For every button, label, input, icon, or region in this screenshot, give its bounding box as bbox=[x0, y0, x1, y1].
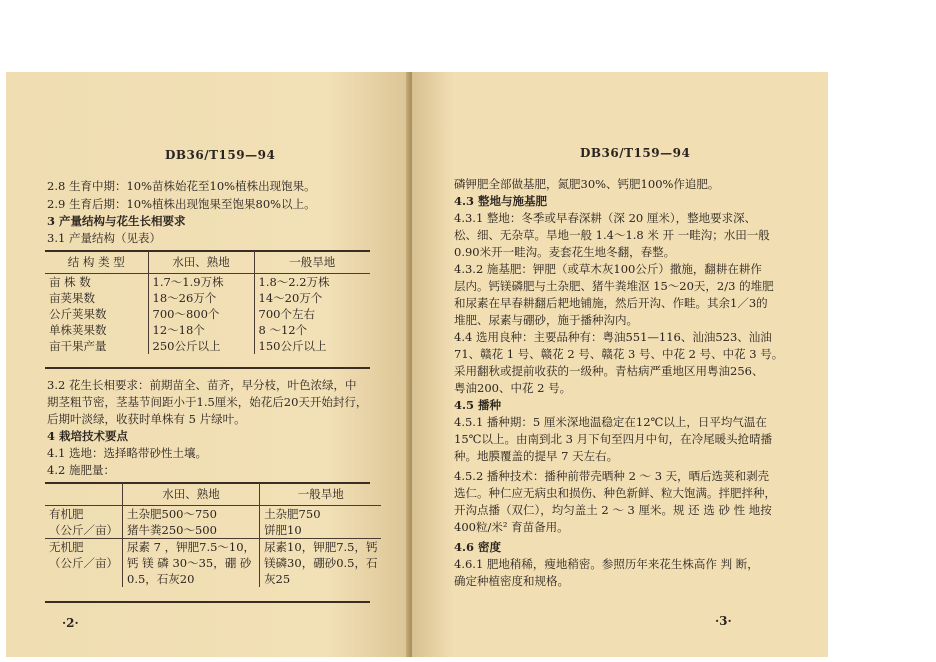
table-cell: 有机肥 bbox=[49, 507, 84, 521]
table-cell: 250公斤以上 bbox=[148, 338, 254, 354]
table-cell: 12～18个 bbox=[148, 322, 254, 338]
table-cell: 150公斤以上 bbox=[254, 338, 370, 354]
page-number-right: ·3· bbox=[715, 614, 732, 628]
right-line: 粤油200、中花 2 号。 bbox=[454, 381, 572, 395]
table1-header: 水田、熟地 bbox=[148, 251, 254, 274]
table-cell: 18～26万个 bbox=[148, 290, 254, 306]
right-line: 71、赣花 1 号、赣花 2 号、赣花 3 号、中花 2 号、中花 3 号。 bbox=[454, 347, 784, 361]
page-number-left: ·2· bbox=[62, 616, 79, 630]
yield-structure-table bbox=[45, 251, 370, 354]
left-header: DB36/T159—94 bbox=[165, 148, 276, 162]
table-cell: 土杂肥500～750 bbox=[123, 506, 260, 523]
table1-header: 结 构 类 型 bbox=[45, 251, 148, 274]
table-cell: 镁磷30，硼砂0.5，石 bbox=[260, 555, 382, 571]
right-line: 4.5 播种 bbox=[454, 398, 502, 412]
table1-header: 一般旱地 bbox=[254, 251, 370, 274]
right-line: 确定种植密度和规格。 bbox=[454, 574, 569, 588]
right-line: 选仁。种仁应无病虫和损伤、种色新鲜、粒大饱满。拌肥拌种， bbox=[454, 486, 776, 500]
table-cell: 公斤荚果数 bbox=[49, 307, 107, 321]
table2-header bbox=[45, 483, 123, 506]
table-cell: 尿素10，钾肥7.5，钙 bbox=[260, 539, 382, 556]
table-cell: 1.8～2.2万株 bbox=[254, 274, 370, 291]
table-row bbox=[45, 322, 370, 338]
left-line-2-8: 2.8 生育中期：10%苗株始花至10%植株出现饱果。 bbox=[47, 179, 316, 193]
table-cell: 14～20万个 bbox=[254, 290, 370, 306]
table-cell: 土杂肥750 bbox=[260, 506, 382, 523]
left-line-4-2: 4.2 施肥量： bbox=[47, 463, 115, 477]
right-line: 层内。钙镁磷肥与土杂肥、猪牛粪堆沤 15～20天，2/3 的堆肥 bbox=[454, 279, 774, 293]
right-line: 4.5.2 播种技术：播种前带壳晒种 2 ～ 3 天，晒后选荚和剥壳 bbox=[454, 469, 770, 483]
right-line: 和尿素在早春耕翻后耙地铺施，然后开沟、作畦。其余1／3的 bbox=[454, 296, 768, 310]
right-line: 15℃以上。由南到北 3 月下旬至四月中旬，在冷尾暖头抢晴播 bbox=[454, 432, 773, 446]
table-cell: 饼肥10 bbox=[260, 522, 382, 539]
left-line-3-2: 3.2 花生长相要求：前期苗全、苗齐，早分枝，叶色浓绿，中 bbox=[47, 378, 357, 392]
table-row bbox=[45, 274, 370, 291]
table-cell: （公斤／亩） bbox=[49, 523, 118, 537]
table-cell: 无机肥 bbox=[49, 540, 84, 554]
left-line-3-2b: 期茎粗节密，茎基节间距小于1.5厘米，始花后20天开始封行， bbox=[47, 395, 368, 409]
left-line-3-2c: 后期叶淡绿，收获时单株有 5 片绿叶。 bbox=[47, 412, 246, 426]
right-header: DB36/T159—94 bbox=[580, 146, 691, 160]
table-cell: 1.7～1.9万株 bbox=[148, 274, 254, 291]
table-cell: 灰25 bbox=[260, 571, 382, 587]
table-cell: 亩 株 数 bbox=[49, 275, 91, 289]
right-line: 4.3.2 施基肥：钾肥（或草木灰100公斤）撒施，翻耕在耕作 bbox=[454, 262, 762, 276]
right-line: 4.3.1 整地：冬季或早春深耕（深 20 厘米），整地要求深、 bbox=[454, 211, 757, 225]
table-row bbox=[45, 506, 381, 523]
right-line: 磷钾肥全部做基肥，氮肥30%、钙肥100%作追肥。 bbox=[454, 177, 720, 191]
right-line: 堆肥、尿素与硼砂，施于播种沟内。 bbox=[454, 313, 638, 327]
table-cell: 钙 镁 磷 30～35，硼 砂 bbox=[123, 555, 260, 571]
table-row bbox=[45, 290, 370, 306]
table-row bbox=[45, 338, 370, 354]
table-row bbox=[45, 555, 381, 571]
right-line: 松、细、无杂草。旱地一般 1.4～1.8 米 开 一畦沟；水田一般 bbox=[454, 228, 770, 242]
right-line: 4.6.1 肥地稍稀，瘦地稍密。参照历年来花生株高作 判 断， bbox=[454, 557, 759, 571]
table-row bbox=[45, 571, 381, 587]
right-line: 4.4 选用良种：主要品种有：粤油551—116、汕油523、汕油 bbox=[454, 330, 772, 344]
table-cell: 700～800个 bbox=[148, 306, 254, 322]
section-4-heading: 4 栽培技术要点 bbox=[47, 429, 129, 443]
table2-bottom-rule bbox=[45, 601, 370, 603]
table-cell bbox=[45, 571, 123, 587]
left-line-4-1: 4.1 选地：选择略带砂性土壤。 bbox=[47, 446, 207, 460]
right-line: 4.5.1 播种期：5 厘米深地温稳定在12℃以上，日平均气温在 bbox=[454, 415, 767, 429]
table-cell: （公斤／亩） bbox=[49, 556, 118, 570]
right-line: 采用翻秋或提前收获的一级种。青枯病严重地区用粤油256、 bbox=[454, 364, 764, 378]
table-cell: 0.5，石灰20 bbox=[123, 571, 260, 587]
fertilizer-table bbox=[45, 483, 381, 587]
table-row bbox=[45, 539, 381, 556]
table-cell: 8 ～12个 bbox=[254, 322, 370, 338]
section-3-heading: 3 产量结构与花生长相要求 bbox=[47, 214, 186, 228]
right-line: 0.90米开一畦沟。麦套花生地冬翻，春整。 bbox=[454, 245, 676, 259]
table-row bbox=[45, 306, 370, 322]
table2-header: 水田、熟地 bbox=[123, 483, 260, 506]
left-line-2-9: 2.9 生育后期：10%植株出现饱果至饱果80%以上。 bbox=[47, 197, 316, 211]
table-cell: 猪牛粪250～500 bbox=[123, 522, 260, 539]
right-line: 开沟点播（双仁），均匀盖土 2 ～ 3 厘米。规 还 选 砂 性 地按 bbox=[454, 503, 772, 517]
table-cell: 亩荚果数 bbox=[49, 291, 95, 305]
left-line-3-1: 3.1 产量结构（见表） bbox=[47, 231, 161, 245]
table-cell: 700个左右 bbox=[254, 306, 370, 322]
table1-bottom-rule bbox=[45, 367, 370, 369]
right-line: 4.6 密度 bbox=[454, 540, 502, 554]
right-line: 4.3 整地与施基肥 bbox=[454, 194, 548, 208]
right-line: 种。地膜覆盖的提早 7 天左右。 bbox=[454, 449, 619, 463]
table-cell: 亩干果产量 bbox=[49, 339, 107, 353]
table-cell: 尿素 7 ，钾肥7.5～10， bbox=[123, 539, 260, 556]
table2-header: 一般旱地 bbox=[260, 483, 382, 506]
table-cell: 单株荚果数 bbox=[49, 323, 107, 337]
table-row bbox=[45, 522, 381, 539]
right-line: 400粒/米² 育苗备用。 bbox=[454, 520, 569, 534]
